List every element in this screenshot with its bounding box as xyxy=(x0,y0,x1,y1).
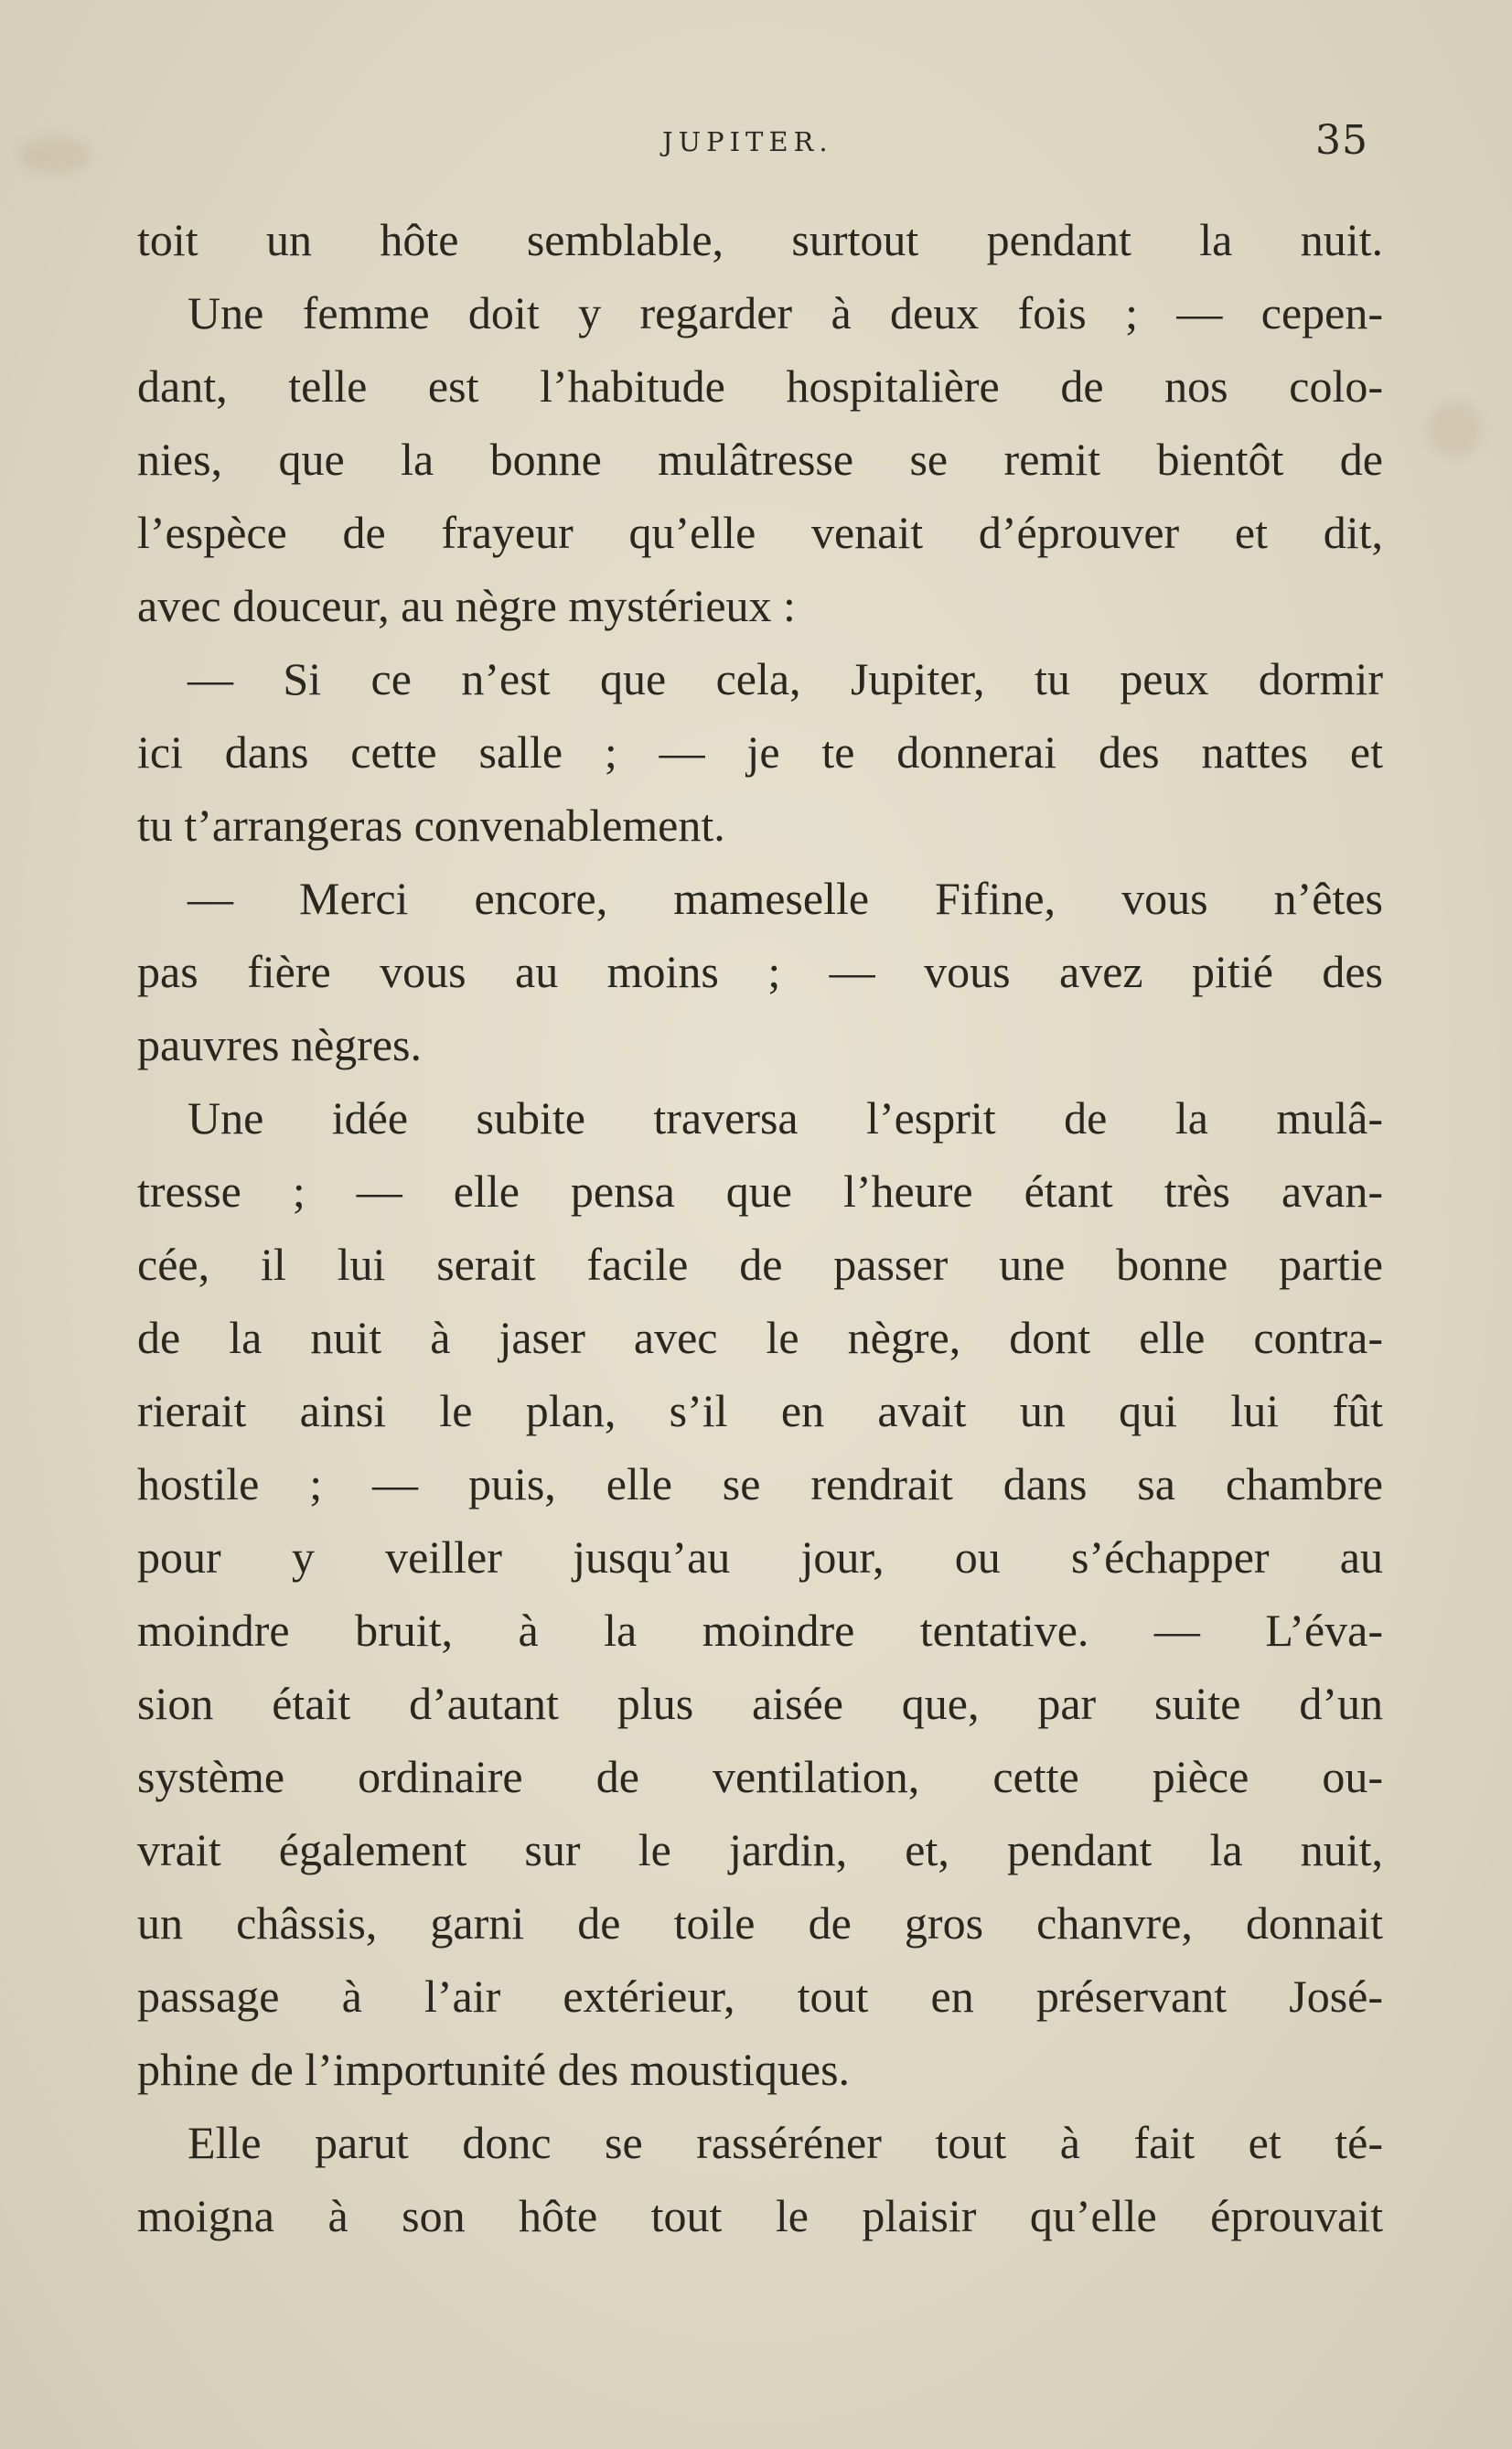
paper-stain xyxy=(1427,403,1482,457)
text-line: tu t’arrangeras convenablement. xyxy=(137,800,725,851)
text-line: rierait ainsi le plan, s’il en avait un qui lui fût xyxy=(137,1385,1383,1436)
text-line: moigna à son hôte tout le plaisir qu’elle éprouvait xyxy=(137,2190,1383,2241)
text-line: un châssis, garni de toile de gros chanvre, donnait xyxy=(137,1897,1383,1949)
text-line: vrait également sur le jardin, et, pendant la nuit, xyxy=(137,1824,1383,1875)
page-number: 35 xyxy=(1315,117,1368,164)
page-header xyxy=(0,117,1512,172)
text-line: Elle parut donc se rasséréner tout à fait et té- xyxy=(188,2117,1383,2168)
text-line: ici dans cette salle ; — je te donnerai des nattes et xyxy=(137,726,1383,778)
text-line: pauvres nègres. xyxy=(137,1019,422,1070)
text-line: sion était d’autant plus aisée que, par suite d’un xyxy=(137,1678,1383,1729)
text-line: nies, que la bonne mulâtresse se remit bientôt de xyxy=(137,434,1383,485)
text-line: système ordinaire de ventilation, cette pièce ou- xyxy=(137,1751,1383,1802)
text-line: passage à l’air extérieur, tout en préservant José- xyxy=(137,1971,1383,2022)
text-line: moindre bruit, à la moindre tentative. — L’éva- xyxy=(137,1605,1383,1656)
text-line: l’espèce de frayeur qu’elle venait d’éprouver et dit, xyxy=(137,507,1383,558)
text-line: avec douceur, au nègre mystérieux : xyxy=(137,580,796,631)
text-line: Une idée subite traversa l’esprit de la mulâ- xyxy=(188,1092,1383,1144)
text-line: cée, il lui serait facile de passer une bonne partie xyxy=(137,1239,1383,1290)
text-line: phine de l’importunité des moustiques. xyxy=(137,2044,851,2095)
text-line: hostile ; — puis, elle se rendrait dans sa chambre xyxy=(137,1458,1383,1509)
text-line: tresse ; — elle pensa que l’heure étant très avan- xyxy=(137,1165,1383,1217)
text-line: — Si ce n’est que cela, Jupiter, tu peux dormir xyxy=(188,653,1383,704)
text-line: de la nuit à jaser avec le nègre, dont elle contra- xyxy=(137,1312,1383,1363)
text-line: — Merci encore, mameselle Fifine, vous n’êtes xyxy=(188,873,1383,924)
text-line: dant, telle est l’habitude hospitalière de nos colo- xyxy=(137,360,1383,412)
text-line: Une femme doit y regarder à deux fois ; — cepen- xyxy=(188,287,1383,338)
text-line: pas fière vous au moins ; — vous avez pitié des xyxy=(137,946,1383,997)
running-head: JUPITER. xyxy=(662,126,833,157)
text-line: pour y veiller jusqu’au jour, ou s’échapper au xyxy=(137,1531,1383,1583)
text-line: toit un hôte semblable, surtout pendant la nuit. xyxy=(137,214,1383,265)
